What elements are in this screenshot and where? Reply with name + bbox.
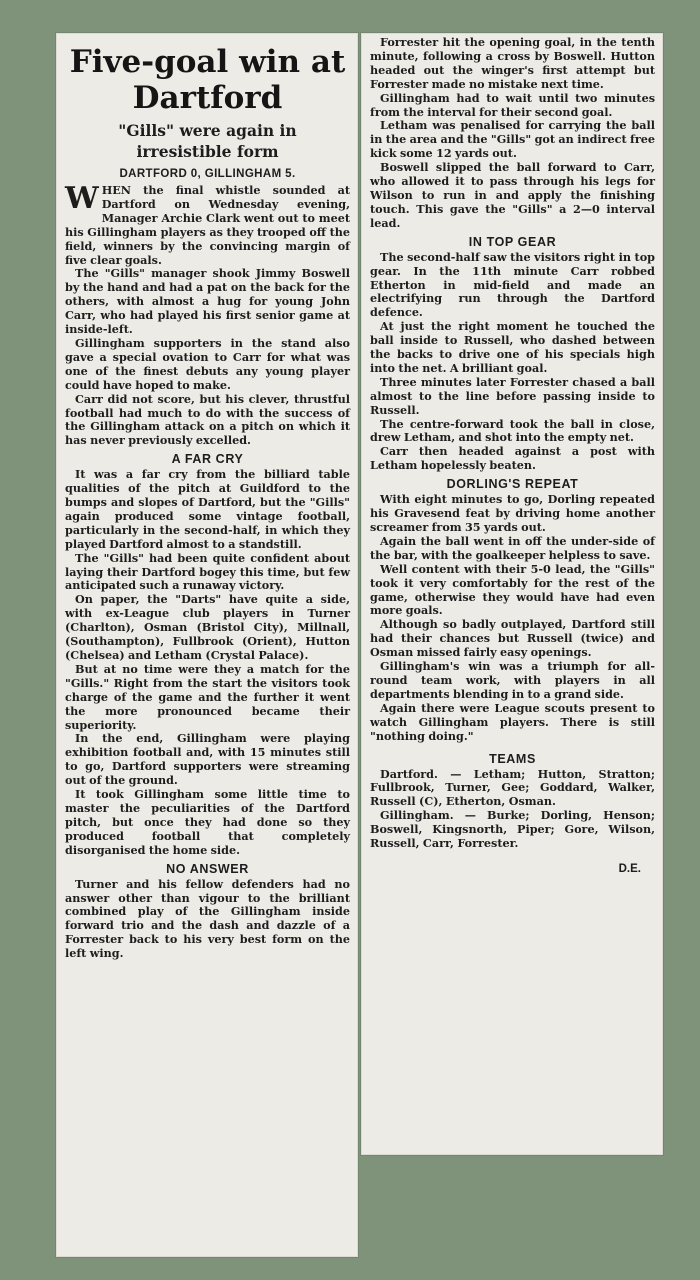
paragraph: In the end, Gillingham were playing exhibition football and, with 15 minutes still to go, Dartford supporters were streaming out of the ground. <box>65 731 350 788</box>
paragraph: With eight minutes to go, Dorling repeated his Gravesend feat by driving home another screamer from 35 yards out. <box>370 492 655 534</box>
paragraph: But at no time were they a match for the "Gills." Right from the start the visitors took charge of the game and the further it went the more pronounced became their superiority. <box>65 661 350 732</box>
paragraph: Carr did not score, but his clever, thrustful football had much to do with the success of the Gillingham attack on a pitch on which it has never previously excelled. <box>65 391 350 448</box>
drop-cap: W <box>65 181 99 216</box>
paragraph: Gillingham had to wait until two minutes from the interval for their second goal. <box>370 90 655 119</box>
paragraph: The "Gills" manager shook Jimmy Boswell by the hand and had a pat on the back for the others, with almost a hug for young John Carr, who had played his first senior game at inside-left. <box>65 266 350 337</box>
paragraph: Gillingham's win was a triumph for all-round team work, with players in all departments blending in to a grand side. <box>370 659 655 701</box>
paragraph: The second-half saw the visitors right in top gear. In the 11th minute Carr robbed Etherton in mid-field and made an electrifying run through the Dartford defence. <box>370 249 655 320</box>
headline: Five-goal win at Dartford <box>69 44 346 116</box>
paragraph: Carr then headed against a post with Letham hopelessly beaten. <box>370 444 655 473</box>
lead-text: HEN the final whistle sounded at Dartford on Wednesday evening, Manager Archie Clark went out to meet his Gillingham players as they trooped off the field, winners by the convincing margin of five clear goals. <box>65 183 350 267</box>
paragraph: It took Gillingham some little time to master the peculiarities of the Dartford pitch, but once they had done so they produced football that completely disorganised the home side. <box>65 787 350 857</box>
paragraph: It was a far cry from the billiard table qualities of the pitch at Guildford to the bumps and slopes of Dartford, but the "Gills" again produced some vintage football, particularly in the second-half, in which they played Dartford almost to a standstill. <box>65 467 350 551</box>
article-column-right <box>361 33 663 1155</box>
subheadline: "Gills" were again in irresistible form <box>118 121 297 161</box>
paragraph: Letham was penalised for carrying the ball in the area and the "Gills" got an indirect free kick some 12 yards out. <box>370 118 655 161</box>
paragraph: Three minutes later Forrester chased a ball almost to the line before passing inside to Russell. <box>370 374 655 417</box>
paragraph: Again there were League scouts present to watch Gillingham players. There is still "nothing doing." <box>370 700 655 743</box>
paragraph: Well content with their 5-0 lead, the "Gills" took it very comfortably for the rest of the game, otherwise they would have had even more goals. <box>370 561 655 618</box>
crosshead-far-cry: A FAR CRY <box>171 452 244 467</box>
paragraph: Gillingham supporters in the stand also gave a special ovation to Carr for what was one of the finest debuts any young player could have hoped to make. <box>65 335 350 392</box>
team-lineup-gillingham: Gillingham. — Burke; Dorling, Henson; Boswell, Kingsnorth, Piper; Gore, Wilson, Russell, Carr, Forrester. <box>370 808 655 851</box>
crosshead-dorlings-repeat: DORLING'S REPEAT <box>446 477 579 492</box>
paragraph: Boswell slipped the ball forward to Carr, who allowed it to pass through his legs for Wilson to run in and apply the finishing touch. This gave the "Gills" a 2—0 interval lead. <box>370 160 655 230</box>
paragraph: At just the right moment he touched the ball inside to Russell, who dashed between the backs to drive one of his specials high into the net. A brilliant goal. <box>370 319 655 375</box>
team-lineup-dartford: Dartford. — Letham; Hutton, Stratton; Fullbrook, Turner, Gee; Goddard, Walker, Russell (C), Etherton, Osman. <box>370 766 655 809</box>
paragraph: On paper, the "Darts" have quite a side, with ex-League club players in Turner (Charlton), Osman (Bristol City), Millnall, (Southampton), Fullbrook (Orient), Hutton (Chelsea) and Letham (Crystal Palace). <box>65 592 350 662</box>
paragraph: Turner and his fellow defenders had no answer other than vigour to the brilliant combined play of the Gillingham inside forward trio and the dash and dazzle of a Forrester back to his very best form on the left wing. <box>65 876 350 961</box>
paragraph: Forrester hit the opening goal, in the tenth minute, following a cross by Boswell. Hutton headed out the winger's first attempt but Forrester made no mistake next time. <box>370 35 655 91</box>
teams-heading: TEAMS <box>489 751 536 766</box>
crosshead-top-gear: IN TOP GEAR <box>468 234 557 249</box>
paragraph: The "Gills" had been quite confident about laying their Dartford bogey this time, but few anticipated such a runaway victory. <box>65 550 350 593</box>
paragraph: The centre-forward took the ball in close, drew Letham, and shot into the empty net. <box>370 416 655 445</box>
lead-paragraph <box>65 181 350 267</box>
paragraph: Although so badly outplayed, Dartford still had their chances but Russell (twice) and Osman missed fairly easy openings. <box>370 617 655 660</box>
scoreline: DARTFORD 0, GILLINGHAM 5. <box>119 168 296 180</box>
byline: D.E. <box>618 862 641 875</box>
crosshead-no-answer: NO ANSWER <box>166 861 249 876</box>
article-column-left <box>56 33 358 1257</box>
paragraph: Again the ball went in off the under-side of the bar, with the goalkeeper helpless to save. <box>370 533 655 562</box>
